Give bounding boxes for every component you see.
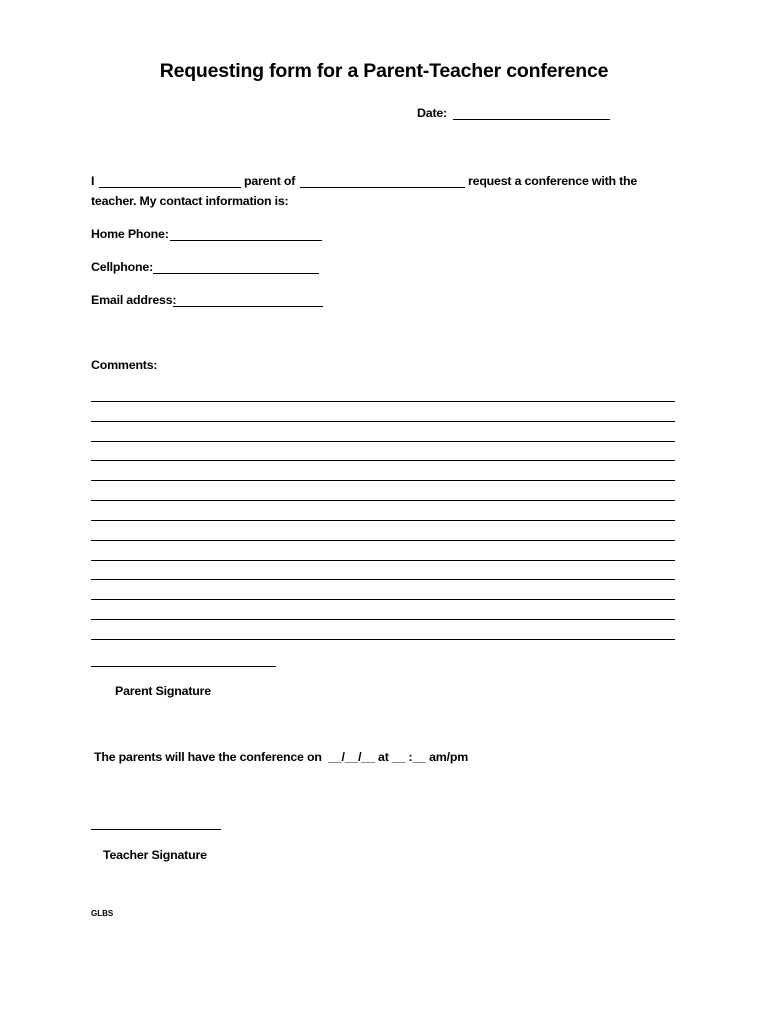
comment-line[interactable] — [91, 620, 675, 640]
comments-area[interactable] — [91, 382, 675, 640]
comment-line[interactable] — [91, 382, 675, 402]
email-label: Email address: — [91, 293, 177, 307]
teacher-signature-label: Teacher Signature — [103, 848, 207, 862]
intro-parent-of-label: parent of — [244, 174, 296, 188]
email-field[interactable] — [173, 306, 323, 307]
intro-i-label: I — [91, 174, 95, 188]
date-label: Date: — [417, 106, 447, 120]
cellphone-label: Cellphone: — [91, 260, 154, 274]
comment-line[interactable] — [91, 561, 675, 581]
comment-line[interactable] — [91, 461, 675, 481]
comment-line[interactable] — [91, 481, 675, 501]
parent-signature-line[interactable] — [91, 666, 276, 667]
page-title: Requesting form for a Parent-Teacher conference — [159, 60, 609, 82]
cellphone-field[interactable] — [153, 273, 319, 274]
intro-continuation: teacher. My contact information is: — [91, 194, 289, 208]
parent-signature-label: Parent Signature — [115, 684, 211, 698]
teacher-signature-line[interactable] — [91, 829, 221, 830]
comment-line[interactable] — [91, 600, 675, 620]
date-field[interactable] — [453, 119, 610, 120]
comment-line[interactable] — [91, 541, 675, 561]
student-name-field[interactable] — [300, 187, 465, 188]
parent-name-field[interactable] — [99, 187, 241, 188]
comment-line[interactable] — [91, 422, 675, 442]
comment-line[interactable] — [91, 501, 675, 521]
home-phone-field[interactable] — [170, 240, 322, 241]
comments-label: Comments: — [91, 358, 158, 372]
conference-schedule-text: The parents will have the conference on __/__/__ at __ :__ am/pm — [94, 750, 469, 764]
footer-code: GLBS — [91, 909, 114, 918]
comment-line[interactable] — [91, 580, 675, 600]
comment-line[interactable] — [91, 521, 675, 541]
comment-line[interactable] — [91, 402, 675, 422]
comment-line[interactable] — [91, 442, 675, 462]
home-phone-label: Home Phone: — [91, 227, 169, 241]
intro-request-text: request a conference with the — [468, 174, 638, 188]
